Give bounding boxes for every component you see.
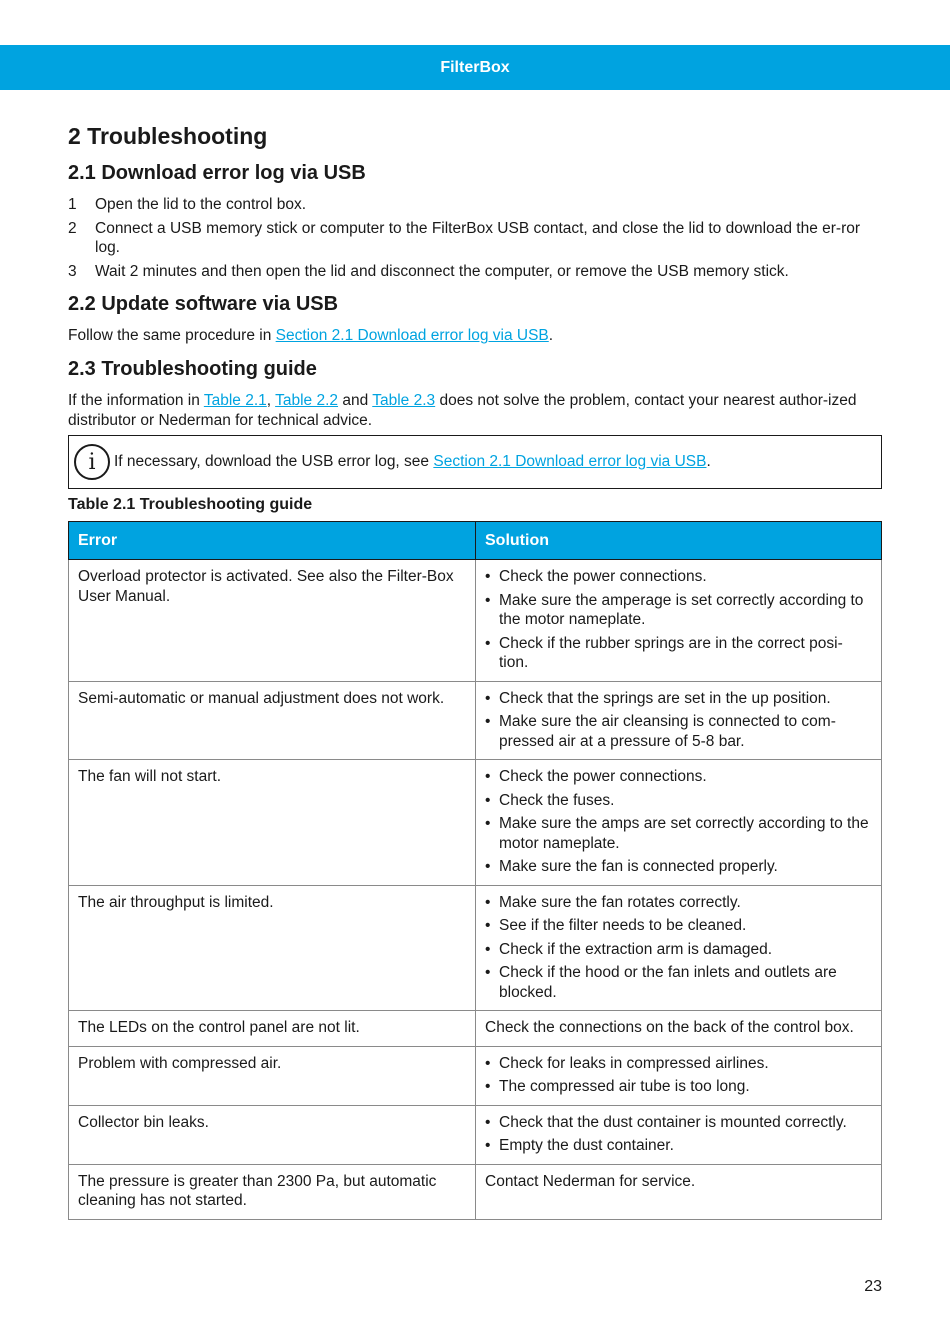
table-caption: Table 2.1 Troubleshooting guide [68, 496, 313, 513]
note-section-2-1-link[interactable]: Section 2.1 Download error log via USB [433, 453, 707, 470]
steps-list [68, 195, 882, 285]
solution-list [485, 689, 872, 752]
solution-item: • Check the fuses. [485, 791, 872, 811]
column-header-error: Error [69, 522, 476, 560]
info-icon [74, 444, 110, 480]
paragraph-text: Follow the same procedure in [68, 327, 276, 344]
troubleshooting-table [68, 521, 882, 1220]
error-cell: Semi-automatic or manual adjustment does not work. [69, 681, 476, 760]
solution-cell [476, 560, 882, 682]
table-row [69, 1011, 882, 1047]
table-row [69, 1164, 882, 1219]
solution-cell [476, 1046, 882, 1105]
table-row [69, 760, 882, 886]
solution-item: • See if the filter needs to be cleaned. [485, 916, 872, 936]
table-row [69, 1105, 882, 1164]
solution-item: • Make sure the fan is connected properly. [485, 857, 872, 877]
paragraph-text: If the information in [68, 392, 204, 409]
table-row [69, 681, 882, 760]
step-item [68, 262, 882, 282]
solution-item: • Check if the hood or the fan inlets and outlets are blocked. [485, 963, 872, 1002]
solution-item: • Make sure the air cleansing is connected to com-pressed air at a pressure of 5-8 bar. [485, 712, 872, 751]
solution-item: • Make sure the amps are set correctly according to the motor nameplate. [485, 814, 872, 853]
paragraph-text: does not solve the problem, contact your nearest author-ized distributor or Nederman for technical advice. [68, 392, 857, 429]
solution-cell [476, 1105, 882, 1164]
note-text [114, 453, 711, 471]
solution-cell [476, 760, 882, 886]
section-heading-update-software: 2.2 Update software via USB [68, 293, 339, 315]
solution-cell: Contact Nederman for service. [476, 1164, 882, 1219]
section-heading-download-error-log: 2.1 Download error log via USB [68, 162, 366, 184]
solution-item: • Check that the springs are set in the up position. [485, 689, 872, 709]
info-icon-glyph: i [88, 449, 96, 475]
solution-cell [476, 885, 882, 1011]
table-2-3-link[interactable]: Table 2.3 [372, 392, 436, 409]
step-text: Open the lid to the control box. [95, 196, 307, 213]
page-number: 23 [864, 1278, 882, 1295]
solution-item: • Check the power connections. [485, 567, 872, 587]
header-title: FilterBox [440, 58, 510, 76]
solution-item: • Check if the rubber springs are in the correct posi-tion. [485, 634, 872, 673]
solution-list [485, 767, 872, 877]
solution-item: • Check if the extraction arm is damaged. [485, 940, 872, 960]
paragraph-text: . [548, 327, 554, 344]
step-number: 2 [68, 219, 77, 237]
error-cell: The LEDs on the control panel are not lit. [69, 1011, 476, 1047]
table-row [69, 1046, 882, 1105]
table-row [69, 560, 882, 682]
step-text: Connect a USB memory stick or computer to the FilterBox USB contact, and close the lid to download the er-ror log. [95, 219, 861, 256]
solution-list [485, 1054, 872, 1097]
section-heading-troubleshooting-guide: 2.3 Troubleshooting guide [68, 358, 317, 380]
troubleshooting-guide-paragraph [68, 391, 882, 430]
error-cell: Collector bin leaks. [69, 1105, 476, 1164]
solution-item: • Check that the dust container is mounted correctly. [485, 1113, 872, 1133]
solution-cell [476, 681, 882, 760]
update-software-paragraph [68, 326, 882, 346]
note-text-before: If necessary, download the USB error log, see [114, 453, 434, 470]
solution-item: • Empty the dust container. [485, 1136, 872, 1156]
step-text: Wait 2 minutes and then open the lid and disconnect the computer, or remove the USB memory stick. [95, 262, 789, 280]
error-cell: The fan will not start. [69, 760, 476, 886]
table-2-2-link[interactable]: Table 2.2 [275, 392, 339, 409]
solution-list [485, 1113, 872, 1156]
step-number: 3 [68, 262, 77, 280]
info-note-box [68, 435, 882, 489]
error-cell: Problem with compressed air. [69, 1046, 476, 1105]
solution-list [485, 567, 872, 673]
solution-item: • The compressed air tube is too long. [485, 1077, 872, 1097]
table-2-1-link[interactable]: Table 2.1 [203, 392, 267, 409]
error-cell: Overload protector is activated. See also the Filter-Box User Manual. [69, 560, 476, 682]
column-header-solution: Solution [476, 522, 882, 560]
paragraph-text: and [338, 392, 373, 409]
solution-item: • Check the power connections. [485, 767, 872, 787]
solution-item: • Make sure the amperage is set correctly according to the motor nameplate. [485, 591, 872, 630]
table-header-row [69, 522, 882, 560]
page-title: 2 Troubleshooting [68, 123, 268, 149]
solution-item: • Make sure the fan rotates correctly. [485, 893, 872, 913]
error-cell: The pressure is greater than 2300 Pa, but automatic cleaning has not started. [69, 1164, 476, 1219]
section-2-1-link[interactable]: Section 2.1 Download error log via USB [275, 327, 549, 344]
step-item [68, 195, 882, 215]
table-row [69, 885, 882, 1011]
error-cell: The air throughput is limited. [69, 885, 476, 1011]
solution-list [485, 893, 872, 1003]
step-item [68, 219, 882, 258]
solution-item: • Check for leaks in compressed airlines. [485, 1054, 872, 1074]
note-text-after: . [706, 453, 711, 470]
step-number: 1 [68, 196, 77, 213]
paragraph-text: , [266, 392, 276, 409]
solution-cell: Check the connections on the back of the control box. [476, 1011, 882, 1047]
document-header [0, 45, 950, 90]
